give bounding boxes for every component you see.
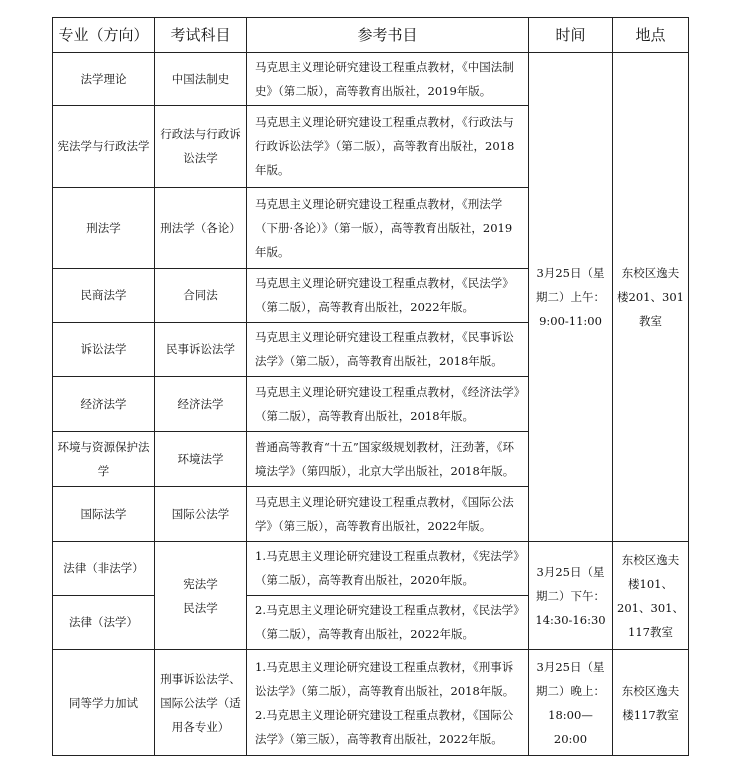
subject-cell: 环境法学 xyxy=(155,432,247,487)
subject-cell: 国际公法学 xyxy=(155,486,247,541)
major-cell-equivalent: 同等学力加试 xyxy=(53,650,155,756)
reference-cell: 马克思主义理论研究建设工程重点教材，《经济法学》（第二版），高等教育出版社，2018年版。 xyxy=(247,377,529,432)
major-cell-law-nonlaw: 法律（非法学） xyxy=(53,541,155,595)
exam-schedule-table xyxy=(52,17,689,756)
subject-cell: 中国法制史 xyxy=(155,52,247,106)
major-cell: 国际法学 xyxy=(53,486,155,541)
reference-cell: 马克思主义理论研究建设工程重点教材，《国际公法学》（第三版），高等教育出版社，2022年版。 xyxy=(247,486,529,541)
major-cell: 环境与资源保护法学 xyxy=(53,432,155,487)
subject-cell-equivalent: 刑事诉讼法学、国际公法学（适用各专业） xyxy=(155,650,247,756)
major-cell: 民商法学 xyxy=(53,268,155,322)
table-row xyxy=(53,541,689,595)
subject-cell: 刑法学（各论） xyxy=(155,187,247,268)
subject-cell: 合同法 xyxy=(155,268,247,322)
reference-cell: 马克思主义理论研究建设工程重点教材，《刑法学（下册·各论）》（第一版），高等教育出版社，2019年版。 xyxy=(247,187,529,268)
subject-civil-law: 民法学 xyxy=(183,600,218,615)
subject-constitutional-law: 宪法学 xyxy=(183,576,218,591)
time-cell-morning: 3月25日（星期二）上午：9:00-11:00 xyxy=(529,52,613,541)
reference-cell: 1.马克思主义理论研究建设工程重点教材，《宪法学》（第二版），高等教育出版社，2020年版。 xyxy=(247,541,529,595)
major-cell: 诉讼法学 xyxy=(53,322,155,377)
header-reference-books: 参考书目 xyxy=(247,18,529,53)
subject-cell: 经济法学 xyxy=(155,377,247,432)
location-cell-evening: 东校区逸夫楼117教室 xyxy=(613,650,689,756)
time-cell-afternoon: 3月25日（星期二）下午：14:30-16:30 xyxy=(529,541,613,650)
subject-cell: 行政法与行政诉讼法学 xyxy=(155,106,247,187)
reference-cell: 马克思主义理论研究建设工程重点教材，《中国法制史》（第二版），高等教育出版社，2019年版。 xyxy=(247,52,529,106)
reference-cell: 马克思主义理论研究建设工程重点教材，《民事诉讼法学》（第二版），高等教育出版社，2018年版。 xyxy=(247,322,529,377)
major-cell: 经济法学 xyxy=(53,377,155,432)
header-time: 时间 xyxy=(529,18,613,53)
subject-cell-law xyxy=(155,541,247,650)
header-row xyxy=(53,18,689,53)
reference-cell: 马克思主义理论研究建设工程重点教材，《行政法与行政诉讼法学》（第二版），高等教育出版社，2018年版。 xyxy=(247,106,529,187)
time-cell-evening: 3月25日（星期二）晚上：18:00—20:00 xyxy=(529,650,613,756)
table-row xyxy=(53,52,689,106)
major-cell: 法学理论 xyxy=(53,52,155,106)
table-row xyxy=(53,650,689,756)
reference-cell: 马克思主义理论研究建设工程重点教材，《民法学》（第二版），高等教育出版社，2022年版。 xyxy=(247,268,529,322)
header-location: 地点 xyxy=(613,18,689,53)
header-major: 专业（方向） xyxy=(53,18,155,53)
reference-cell-equivalent xyxy=(247,650,529,756)
major-cell: 宪法学与行政法学 xyxy=(53,106,155,187)
location-cell-morning: 东校区逸夫楼201、301教室 xyxy=(613,52,689,541)
subject-cell: 民事诉讼法学 xyxy=(155,322,247,377)
header-subject: 考试科目 xyxy=(155,18,247,53)
reference-line: 1.马克思主义理论研究建设工程重点教材，《刑事诉讼法学》（第二版），高等教育出版社，2018年版。 xyxy=(255,659,515,698)
major-cell: 刑法学 xyxy=(53,187,155,268)
location-cell-afternoon: 东校区逸夫楼101、201、301、117教室 xyxy=(613,541,689,650)
major-cell-law-law: 法律（法学） xyxy=(53,595,155,650)
reference-cell: 普通高等教育“十五”国家级规划教材，汪劲著，《环境法学》（第四版），北京大学出版社，2018年版。 xyxy=(247,432,529,487)
reference-line: 2.马克思主义理论研究建设工程重点教材，《国际公法学》（第三版），高等教育出版社，2022年版。 xyxy=(255,707,514,746)
reference-cell: 2.马克思主义理论研究建设工程重点教材，《民法学》（第二版），高等教育出版社，2022年版。 xyxy=(247,595,529,650)
